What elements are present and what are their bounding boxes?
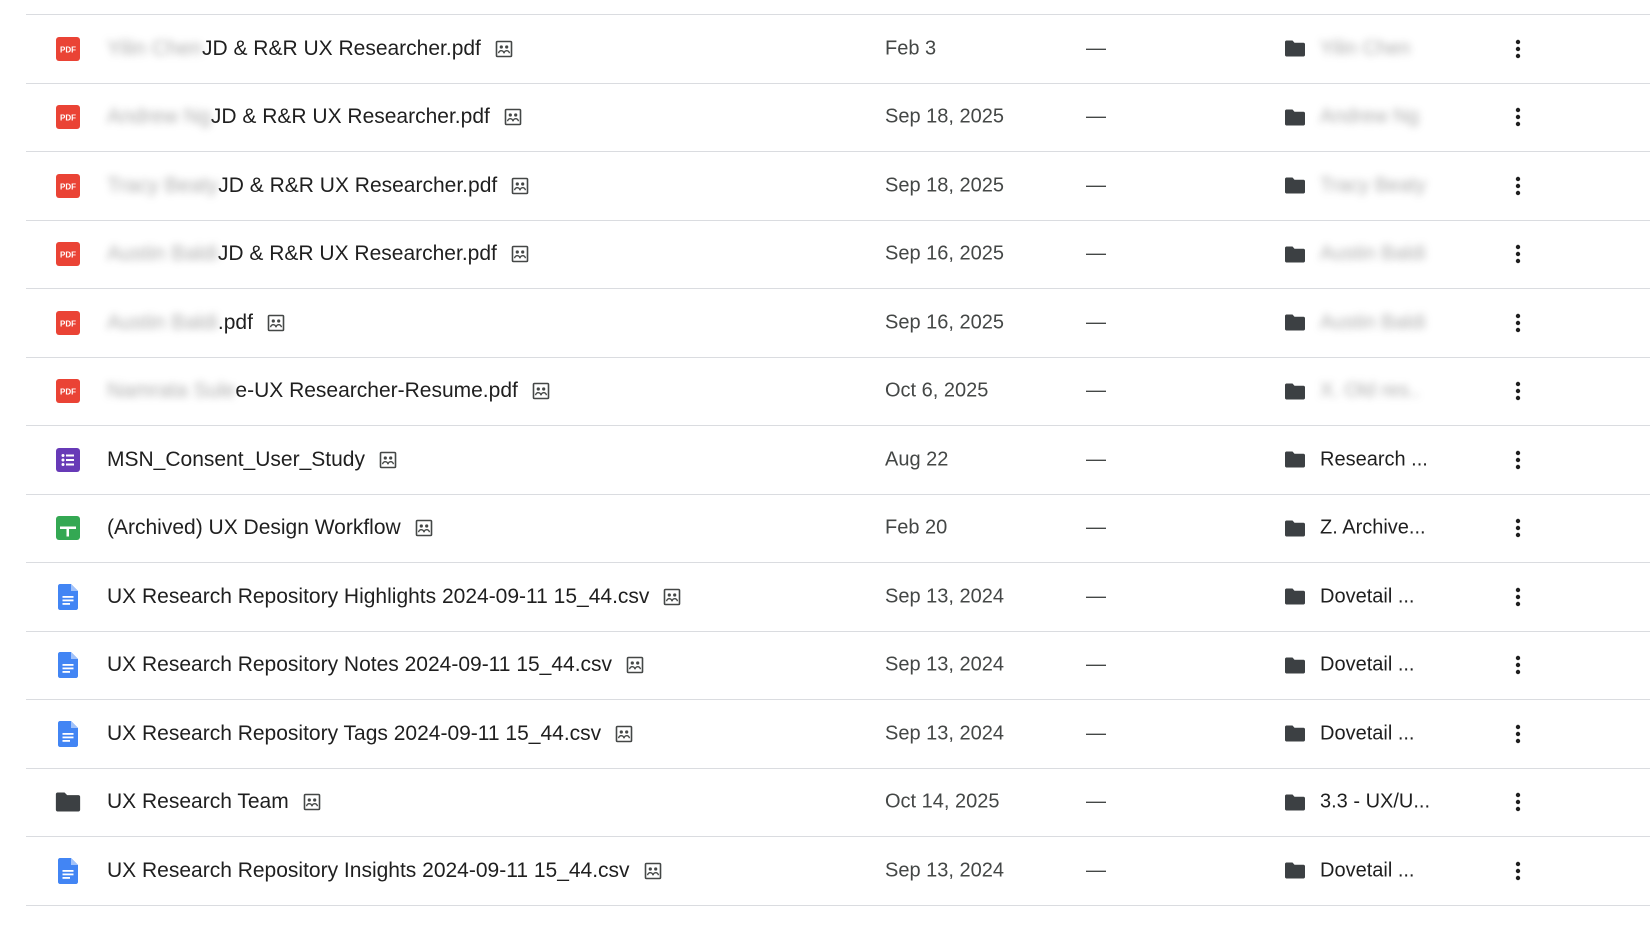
folder-icon xyxy=(1284,588,1306,606)
more-vert-icon[interactable] xyxy=(1504,309,1532,337)
more-vert-icon[interactable] xyxy=(1504,377,1532,405)
more-vert-icon[interactable] xyxy=(1504,788,1532,816)
pdf-file-icon xyxy=(55,173,81,199)
location-text: Dovetail ... xyxy=(1320,859,1415,882)
file-size: — xyxy=(1086,105,1106,128)
file-row[interactable] xyxy=(26,289,1650,358)
file-row[interactable] xyxy=(26,837,1650,906)
pdf-file-icon xyxy=(55,310,81,336)
file-name-redacted: Namrata Sule xyxy=(107,379,236,403)
file-name-text: JD & R&R UX Researcher.pdf xyxy=(210,105,490,129)
svg-text:PDF: PDF xyxy=(60,45,76,55)
file-row[interactable] xyxy=(26,769,1650,838)
shared-with-people-icon xyxy=(303,793,321,811)
file-row[interactable] xyxy=(26,563,1650,632)
location-text: Dovetail ... xyxy=(1320,585,1415,608)
more-vert-icon[interactable] xyxy=(1504,857,1532,885)
file-row[interactable] xyxy=(26,221,1650,290)
location-text: Dovetail ... xyxy=(1320,722,1415,745)
file-name-text: MSN_Consent_User_Study xyxy=(107,447,365,471)
more-vert-icon[interactable] xyxy=(1504,240,1532,268)
shared-with-people-icon xyxy=(495,40,513,58)
shared-with-people-icon xyxy=(511,177,529,195)
more-vert-icon[interactable] xyxy=(1504,720,1532,748)
sheet-file-icon xyxy=(55,515,81,541)
shared-with-people-icon xyxy=(663,588,681,606)
file-location[interactable] xyxy=(1284,106,1419,129)
folder-icon xyxy=(1284,451,1306,469)
file-location[interactable] xyxy=(1284,311,1426,334)
last-modified-date: Sep 13, 2024 xyxy=(885,859,1004,882)
file-location[interactable] xyxy=(1284,654,1414,677)
last-modified-date: Sep 18, 2025 xyxy=(885,105,1004,128)
folder-icon xyxy=(1284,245,1306,263)
more-vert-icon[interactable] xyxy=(1504,583,1532,611)
file-name-text: UX Research Team xyxy=(107,790,289,814)
file-size: — xyxy=(1086,859,1106,882)
file-name-redacted: Austin Baldi xyxy=(107,242,218,266)
last-modified-date: Aug 22 xyxy=(885,448,949,471)
file-name[interactable] xyxy=(107,174,529,198)
last-modified-date: Oct 6, 2025 xyxy=(885,379,989,402)
file-name[interactable] xyxy=(107,859,662,883)
file-row[interactable] xyxy=(26,495,1650,564)
more-vert-icon[interactable] xyxy=(1504,172,1532,200)
file-location[interactable] xyxy=(1284,37,1410,60)
location-text: Dovetail ... xyxy=(1320,653,1415,676)
location-redacted: X. Old res.. xyxy=(1320,379,1421,402)
file-name-text: UX Research Repository Highlights 2024-09-11 15_44.csv xyxy=(107,584,650,608)
file-size: — xyxy=(1086,37,1106,60)
file-name-text: UX Research Repository Notes 2024-09-11 15_44.csv xyxy=(107,653,613,677)
file-name-text: JD & R&R UX Researcher.pdf xyxy=(201,36,481,60)
shared-with-people-icon xyxy=(626,656,644,674)
file-row[interactable] xyxy=(26,700,1650,769)
file-row[interactable] xyxy=(26,632,1650,701)
location-redacted: Andrew Ng xyxy=(1320,105,1419,128)
shared-with-people-icon xyxy=(644,862,662,880)
file-name-redacted: Austin Baldi xyxy=(107,310,218,334)
svg-text:PDF: PDF xyxy=(60,387,76,397)
folder-icon xyxy=(1284,177,1306,195)
more-vert-icon[interactable] xyxy=(1504,35,1532,63)
file-location[interactable] xyxy=(1284,722,1414,745)
file-name-text: JD & R&R UX Researcher.pdf xyxy=(218,173,498,197)
folder-icon xyxy=(1284,40,1306,58)
file-row[interactable] xyxy=(26,152,1650,221)
file-size: — xyxy=(1086,242,1106,265)
folder-icon xyxy=(1284,862,1306,880)
file-size: — xyxy=(1086,448,1106,471)
last-modified-date: Feb 3 xyxy=(885,37,937,60)
location-text: Research ... xyxy=(1320,448,1428,471)
location-text: 3.3 - UX/U... xyxy=(1320,790,1431,813)
file-row[interactable] xyxy=(26,84,1650,153)
shared-with-people-icon xyxy=(379,451,397,469)
file-name[interactable] xyxy=(107,585,681,609)
file-location[interactable] xyxy=(1284,791,1430,814)
pdf-file-icon xyxy=(55,104,81,130)
last-modified-date: Feb 20 xyxy=(885,516,948,539)
file-name-text: UX Research Repository Insights 2024-09-11 15_44.csv xyxy=(107,858,630,882)
file-name[interactable] xyxy=(107,37,513,61)
folder-icon xyxy=(1284,382,1306,400)
folder-icon xyxy=(1284,108,1306,126)
svg-text:PDF: PDF xyxy=(60,113,76,123)
file-location[interactable] xyxy=(1284,243,1426,266)
file-name-redacted: Tracy Beaty xyxy=(107,173,219,197)
file-name-redacted: Yilin Chen xyxy=(107,36,202,60)
file-row[interactable] xyxy=(26,15,1650,84)
file-size: — xyxy=(1086,585,1106,608)
location-redacted: Austin Baldi xyxy=(1320,311,1426,334)
file-name[interactable] xyxy=(107,105,522,129)
file-name[interactable] xyxy=(107,516,433,540)
shared-with-people-icon xyxy=(511,245,529,263)
file-name[interactable] xyxy=(107,242,529,266)
doc-file-icon xyxy=(55,721,81,747)
folder-icon xyxy=(1284,725,1306,743)
folder-icon xyxy=(1284,793,1306,811)
last-modified-date: Sep 13, 2024 xyxy=(885,653,1004,676)
last-modified-date: Sep 13, 2024 xyxy=(885,722,1004,745)
svg-text:PDF: PDF xyxy=(60,319,76,329)
file-name[interactable] xyxy=(107,379,550,403)
form-file-icon xyxy=(55,447,81,473)
file-size: — xyxy=(1086,653,1106,676)
pdf-file-icon xyxy=(55,378,81,404)
file-name[interactable] xyxy=(107,311,285,335)
doc-file-icon xyxy=(55,584,81,610)
file-size: — xyxy=(1086,790,1106,813)
shared-with-people-icon xyxy=(504,108,522,126)
file-size: — xyxy=(1086,311,1106,334)
folder-icon xyxy=(1284,519,1306,537)
file-location[interactable] xyxy=(1284,859,1414,882)
file-location[interactable] xyxy=(1284,380,1420,403)
location-redacted: Austin Baldi xyxy=(1320,242,1426,265)
file-row[interactable] xyxy=(26,426,1650,495)
pdf-file-icon xyxy=(55,36,81,62)
file-location[interactable] xyxy=(1284,174,1426,197)
more-vert-icon[interactable] xyxy=(1504,651,1532,679)
file-name-text: e-UX Researcher-Resume.pdf xyxy=(235,379,518,403)
last-modified-date: Sep 18, 2025 xyxy=(885,174,1004,197)
last-modified-date: Sep 13, 2024 xyxy=(885,585,1004,608)
location-redacted: Yilin Chen xyxy=(1320,37,1411,60)
pdf-file-icon xyxy=(55,241,81,267)
shared-with-people-icon xyxy=(532,382,550,400)
file-size: — xyxy=(1086,722,1106,745)
file-list xyxy=(26,15,1650,906)
folder-file-icon xyxy=(55,789,81,815)
file-location[interactable] xyxy=(1284,448,1428,471)
location-text: Z. Archive... xyxy=(1320,516,1426,539)
file-name[interactable] xyxy=(107,653,644,677)
file-size: — xyxy=(1086,174,1106,197)
svg-text:PDF: PDF xyxy=(60,182,76,192)
doc-file-icon xyxy=(55,652,81,678)
more-vert-icon[interactable] xyxy=(1504,514,1532,542)
file-name-redacted: Andrew Ng xyxy=(107,105,211,129)
more-vert-icon[interactable] xyxy=(1504,103,1532,131)
last-modified-date: Sep 16, 2025 xyxy=(885,242,1004,265)
shared-with-people-icon xyxy=(415,519,433,537)
folder-icon xyxy=(1284,314,1306,332)
file-name[interactable] xyxy=(107,448,397,472)
svg-text:PDF: PDF xyxy=(60,250,76,260)
file-name-text: JD & R&R UX Researcher.pdf xyxy=(217,242,497,266)
file-name-text: UX Research Repository Tags 2024-09-11 15_44.csv xyxy=(107,721,602,745)
file-size: — xyxy=(1086,379,1106,402)
file-location[interactable] xyxy=(1284,517,1426,540)
file-location[interactable] xyxy=(1284,585,1414,608)
file-name[interactable] xyxy=(107,722,633,746)
file-name[interactable] xyxy=(107,790,321,814)
folder-icon xyxy=(1284,656,1306,674)
doc-file-icon xyxy=(55,858,81,884)
shared-with-people-icon xyxy=(267,314,285,332)
shared-with-people-icon xyxy=(615,725,633,743)
location-redacted: Tracy Beaty xyxy=(1320,174,1426,197)
file-row[interactable] xyxy=(26,358,1650,427)
more-vert-icon[interactable] xyxy=(1504,446,1532,474)
file-name-text: (Archived) UX Design Workflow xyxy=(107,516,401,540)
last-modified-date: Oct 14, 2025 xyxy=(885,790,1000,813)
last-modified-date: Sep 16, 2025 xyxy=(885,311,1004,334)
file-name-text: .pdf xyxy=(217,310,253,334)
file-size: — xyxy=(1086,516,1106,539)
